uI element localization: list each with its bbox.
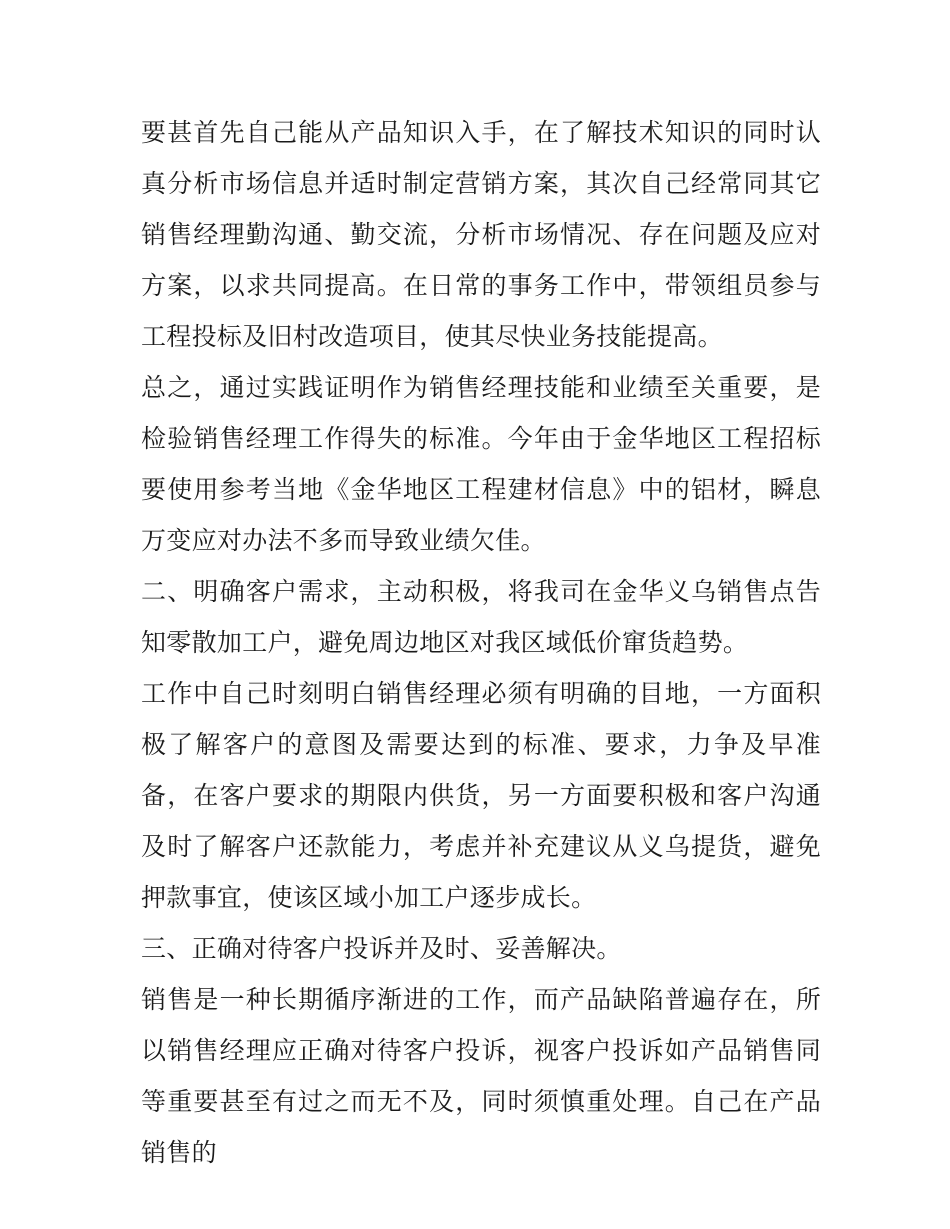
paragraph: 要甚首先自己能从产品知识入手，在了解技术知识的同时认真分析市场信息并适时制定营销方案，其次自己经常同其它销售经理勤沟通、勤交流，分析市场情况、存在问题及应对方案，以求共同提高。在日常的事务工作中，带领组员参与工程投标及旧村改造项目，使其尽快业务技能提高。 <box>141 118 821 351</box>
paragraph: 销售是一种长期循序渐进的工作，而产品缺陷普遍存在，所以销售经理应正确对待客户投诉，视客户投诉如产品销售同等重要甚至有过之而无不及，同时须慎重处理。自己在产品销售的 <box>141 985 821 1167</box>
section-heading: 二、明确客户需求，主动积极，将我司在金华义乌销售点告知零散加工户，避免周边地区对我区域低价窜货趋势。 <box>141 577 821 657</box>
paragraph: 总之，通过实践证明作为销售经理技能和业绩至关重要，是检验销售经理工作得失的标准。今年由于金华地区工程招标要使用参考当地《金华地区工程建材信息》中的铝材，瞬息万变应对办法不多而导致业绩欠佳。 <box>141 373 821 555</box>
document-body <box>141 107 821 1178</box>
paragraph: 工作中自己时刻明白销售经理必须有明确的目地，一方面积极了解客户的意图及需要达到的标准、要求，力争及早准备，在客户要求的期限内供货，另一方面要积极和客户沟通及时了解客户还款能力，考虑并补充建议从义乌提货，避免押款事宜，使该区域小加工户逐步成长。 <box>141 679 821 912</box>
section-heading: 三、正确对待客户投诉并及时、妥善解决。 <box>141 934 622 963</box>
